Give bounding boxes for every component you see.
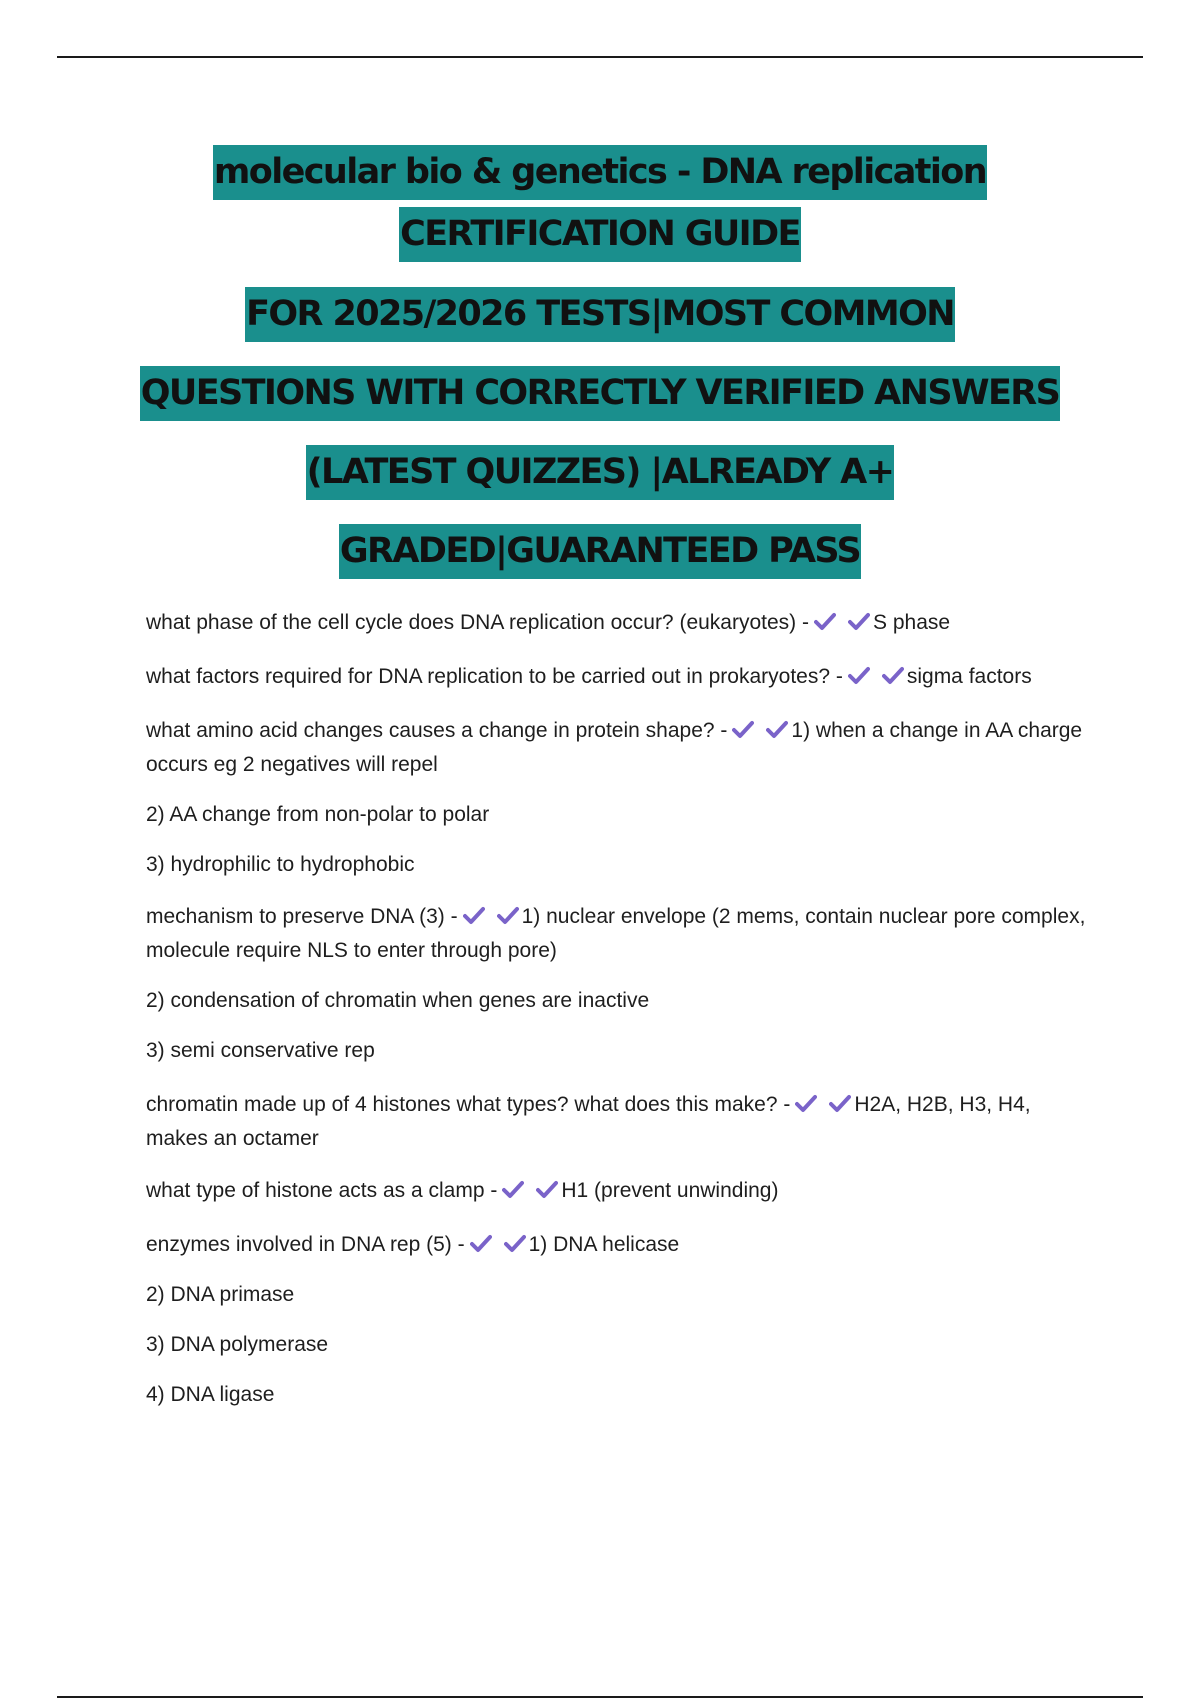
check-icon bbox=[463, 906, 485, 926]
check-icon bbox=[848, 666, 870, 686]
check-icon bbox=[502, 1180, 524, 1200]
qa-content bbox=[146, 606, 1092, 1412]
question-text: what factors required for DNA replication to be carried out in prokaryotes? - bbox=[146, 665, 843, 688]
check-icon bbox=[536, 1180, 558, 1200]
footer-rule bbox=[57, 1696, 1143, 1698]
list-item: 4) DNA ligase bbox=[146, 1383, 275, 1406]
question-text: what amino acid changes causes a change in protein shape? - bbox=[146, 719, 728, 742]
check-icon bbox=[829, 1094, 851, 1114]
answer-text: H1 (prevent unwinding) bbox=[561, 1179, 779, 1202]
question-text: what type of histone acts as a clamp - bbox=[146, 1179, 498, 1202]
document-title bbox=[0, 145, 1200, 579]
check-icon bbox=[732, 720, 754, 740]
answer-text: H2A, H2B, H3, H4, makes an octamer bbox=[146, 1093, 1037, 1150]
check-icon bbox=[848, 612, 870, 632]
qa-item bbox=[146, 714, 1086, 782]
question-text: enzymes involved in DNA rep (5) - bbox=[146, 1233, 465, 1256]
list-item: 3) semi conservative rep bbox=[146, 1039, 375, 1062]
qa-item bbox=[146, 1088, 1086, 1156]
list-item: 3) hydrophilic to hydrophobic bbox=[146, 853, 415, 876]
qa-item bbox=[146, 606, 1086, 640]
qa-item bbox=[146, 1228, 1086, 1262]
title-line-1: molecular bio & genetics - DNA replication bbox=[213, 145, 987, 200]
title-line-2: CERTIFICATION GUIDE bbox=[399, 207, 801, 262]
question-text: what phase of the cell cycle does DNA replication occur? (eukaryotes) - bbox=[146, 611, 809, 634]
title-line-5: (LATEST QUIZZES) |ALREADY A+ bbox=[306, 445, 895, 500]
list-item: 2) AA change from non-polar to polar bbox=[146, 803, 490, 826]
question-text: chromatin made up of 4 histones what types? what does this make? - bbox=[146, 1093, 791, 1116]
qa-item bbox=[146, 900, 1092, 968]
check-icon bbox=[470, 1234, 492, 1254]
check-icon bbox=[795, 1094, 817, 1114]
qa-item bbox=[146, 660, 1086, 694]
answer-text: S phase bbox=[873, 611, 951, 634]
question-text: mechanism to preserve DNA (3) - bbox=[146, 905, 458, 928]
check-icon bbox=[766, 720, 788, 740]
header-rule bbox=[57, 56, 1143, 58]
answer-text: 1) nuclear envelope (2 mems, contain nuclear pore complex, molecule require NLS to enter through pore) bbox=[146, 905, 1092, 962]
list-item: 2) condensation of chromatin when genes are inactive bbox=[146, 989, 650, 1012]
answer-text: 1) DNA helicase bbox=[528, 1233, 680, 1256]
check-icon bbox=[504, 1234, 526, 1254]
check-icon bbox=[497, 906, 519, 926]
answer-text: 1) when a change in AA charge occurs eg 2 negatives will repel bbox=[146, 719, 1088, 776]
list-item: 3) DNA polymerase bbox=[146, 1333, 329, 1356]
check-icon bbox=[814, 612, 836, 632]
qa-item bbox=[146, 1174, 1086, 1208]
title-line-3: FOR 2025/2026 TESTS|MOST COMMON bbox=[245, 287, 955, 342]
title-line-4: QUESTIONS WITH CORRECTLY VERIFIED ANSWERS bbox=[140, 366, 1061, 421]
check-icon bbox=[882, 666, 904, 686]
title-line-6: GRADED|GUARANTEED PASS bbox=[339, 524, 861, 579]
list-item: 2) DNA primase bbox=[146, 1283, 295, 1306]
answer-text: sigma factors bbox=[906, 665, 1032, 688]
